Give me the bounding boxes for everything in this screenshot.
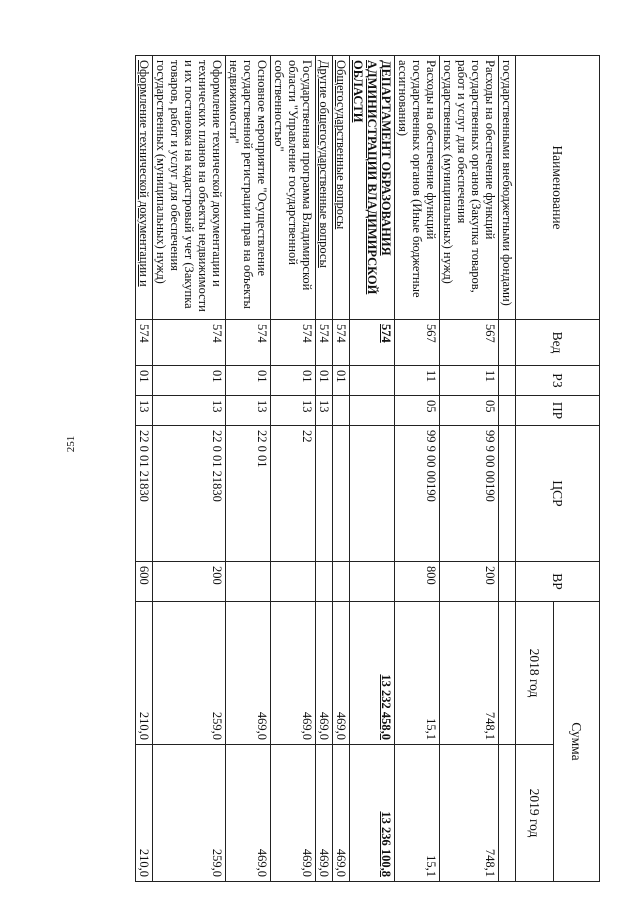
cell-csr — [316, 426, 333, 562]
cell-2019: 748,1 — [440, 745, 499, 882]
cell-ved: 567 — [440, 320, 499, 366]
cell-vr: 600 — [136, 562, 153, 602]
cell-2018: 13 232 458,0 — [350, 602, 395, 745]
cell-pr: 13 — [316, 396, 333, 426]
cell-rz: 01 — [316, 366, 333, 396]
cell-2019: 469,0 — [333, 745, 350, 882]
cell-rz: 11 — [440, 366, 499, 396]
cell-csr — [333, 426, 350, 562]
cell-pr: 05 — [395, 396, 440, 426]
cell-vr — [316, 562, 333, 602]
cell-ved: 574 — [333, 320, 350, 366]
cell-2018: 469,0 — [316, 602, 333, 745]
cell-rz: 01 — [136, 366, 153, 396]
cell-2018: 259,0 — [153, 602, 226, 745]
cell-pr: 13 — [271, 396, 316, 426]
cell-csr: 22 0 01 21830 — [153, 426, 226, 562]
cell-name: Оформление технической документации и — [136, 56, 153, 320]
table-row — [226, 56, 271, 882]
cell-vr — [271, 562, 316, 602]
cell-ved: 574 — [226, 320, 271, 366]
table-row — [316, 56, 333, 882]
cell-ved — [499, 320, 516, 366]
cell-ved: 574 — [271, 320, 316, 366]
cell-vr — [333, 562, 350, 602]
cell-rz: 01 — [271, 366, 316, 396]
table-row — [136, 56, 153, 882]
cell-vr — [499, 562, 516, 602]
cell-pr: 13 — [226, 396, 271, 426]
header-sum: Сумма — [554, 602, 600, 882]
cell-csr — [499, 426, 516, 562]
table-row — [440, 56, 499, 882]
cell-rz: 01 — [153, 366, 226, 396]
cell-name: ДЕПАРТАМЕНТ ОБРАЗОВАНИЯ АДМИНИСТРАЦИИ ВЛАДИМИРСКОЙ ОБЛАСТИ — [350, 56, 395, 320]
header-rz: РЗ — [516, 366, 600, 396]
cell-2019: 469,0 — [271, 745, 316, 882]
header-2018: 2018 год — [516, 602, 554, 745]
cell-2019: 469,0 — [316, 745, 333, 882]
budget-table — [135, 55, 600, 882]
cell-ved: 567 — [395, 320, 440, 366]
cell-2019: 469,0 — [226, 745, 271, 882]
cell-name: Общегосударственные вопросы — [333, 56, 350, 320]
header-csr: ЦСР — [516, 426, 600, 562]
table-row — [350, 56, 395, 882]
cell-ved: 574 — [153, 320, 226, 366]
cell-2018: 469,0 — [333, 602, 350, 745]
cell-vr — [350, 562, 395, 602]
cell-rz — [350, 366, 395, 396]
header-ved: Вед — [516, 320, 600, 366]
cell-2019 — [499, 745, 516, 882]
cell-vr: 200 — [153, 562, 226, 602]
cell-name: Расходы на обеспечение функций государственных органов (Закупка товаров, работ и услуг для обеспечения государственных (муниципальных) нужд) — [440, 56, 499, 320]
cell-pr: 05 — [440, 396, 499, 426]
table-row — [395, 56, 440, 882]
cell-vr: 200 — [440, 562, 499, 602]
cell-csr — [350, 426, 395, 562]
cell-csr: 99 9 00 00190 — [440, 426, 499, 562]
cell-name: государственными внебюджетными фондами) — [499, 56, 516, 320]
cell-name: Расходы на обеспечение функций государственных органов (Иные бюджетные ассигнования) — [395, 56, 440, 320]
page-number: 251 — [65, 435, 77, 453]
cell-2018 — [499, 602, 516, 745]
cell-name: Оформление технической документации и технических планов на объекты недвижимости и их постановка на кадастровый учет (Закупка товаров, работ и услуг для обеспечения государственных (муниципальных) нужд) — [153, 56, 226, 320]
table-row — [333, 56, 350, 882]
header-vr: ВР — [516, 562, 600, 602]
cell-pr — [350, 396, 395, 426]
cell-rz: 01 — [226, 366, 271, 396]
cell-name: Другие общегосударственные вопросы — [316, 56, 333, 320]
cell-csr: 22 — [271, 426, 316, 562]
cell-rz: 11 — [395, 366, 440, 396]
table-row — [499, 56, 516, 882]
cell-2018: 469,0 — [271, 602, 316, 745]
cell-ved: 574 — [316, 320, 333, 366]
table-row — [153, 56, 226, 882]
cell-csr: 22 0 01 21830 — [136, 426, 153, 562]
cell-name: Государственная программа Владимирской области "Управление государственной собственностью" — [271, 56, 316, 320]
cell-rz — [499, 366, 516, 396]
cell-csr: 99 9 00 00190 — [395, 426, 440, 562]
cell-ved: 574 — [350, 320, 395, 366]
cell-2018: 748,1 — [440, 602, 499, 745]
cell-2018: 15,1 — [395, 602, 440, 745]
header-pr: ПР — [516, 396, 600, 426]
rotated-table-container — [120, 55, 600, 881]
cell-2019: 259,0 — [153, 745, 226, 882]
cell-2019: 13 236 100,8 — [350, 745, 395, 882]
cell-pr: 13 — [153, 396, 226, 426]
cell-name: Основное мероприятие "Осуществление государственной регистрации прав на объекты недвижимости" — [226, 56, 271, 320]
cell-2019: 15,1 — [395, 745, 440, 882]
header-name: Наименование — [516, 56, 600, 320]
cell-2019: 210,0 — [136, 745, 153, 882]
cell-vr — [226, 562, 271, 602]
cell-2018: 469,0 — [226, 602, 271, 745]
header-2019: 2019 год — [516, 745, 554, 882]
cell-pr — [333, 396, 350, 426]
cell-2018: 210,0 — [136, 602, 153, 745]
cell-pr: 13 — [136, 396, 153, 426]
cell-rz: 01 — [333, 366, 350, 396]
cell-vr: 800 — [395, 562, 440, 602]
cell-pr — [499, 396, 516, 426]
cell-csr: 22 0 01 — [226, 426, 271, 562]
table-row — [271, 56, 316, 882]
cell-ved: 574 — [136, 320, 153, 366]
